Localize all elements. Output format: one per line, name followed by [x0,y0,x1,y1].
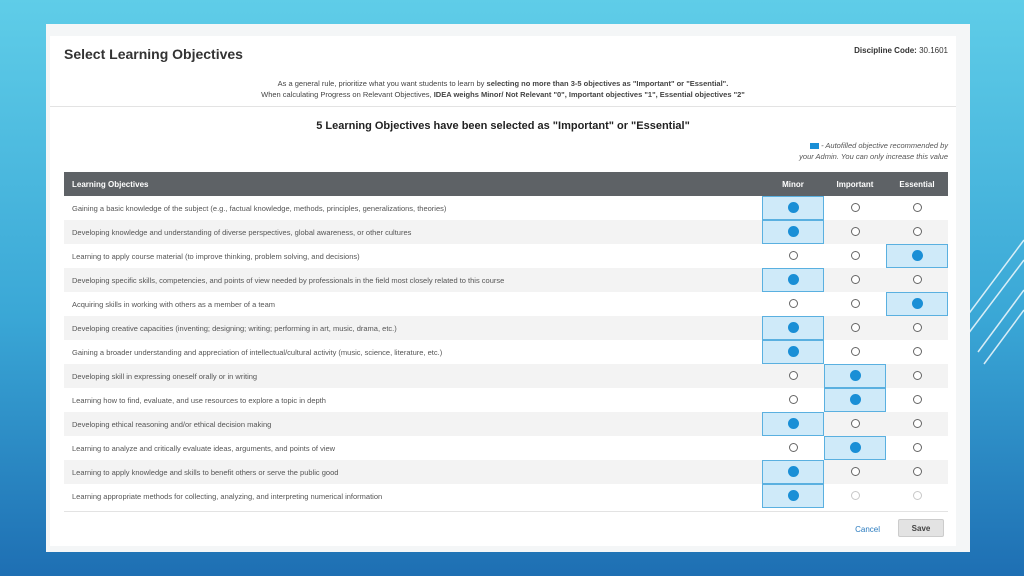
minor-cell [762,364,824,388]
important-cell [824,388,886,412]
essential-cell [886,268,948,292]
important-cell [824,412,886,436]
column-header-objective: Learning Objectives [64,172,762,196]
minor-cell [762,340,824,364]
important-cell [824,292,886,316]
minor-radio[interactable] [788,202,799,213]
essential-radio[interactable] [912,250,923,261]
minor-cell [762,196,824,220]
essential-radio[interactable] [912,298,923,309]
minor-cell [762,412,824,436]
important-radio[interactable] [851,419,860,428]
divider [50,106,956,107]
important-radio[interactable] [851,275,860,284]
essential-radio[interactable] [913,203,922,212]
important-cell [824,316,886,340]
objective-row [64,364,948,388]
objectives-dialog [50,36,956,546]
minor-radio[interactable] [788,490,799,501]
instruction-line1: As a general rule, prioritize what you want students to learn by [277,79,487,88]
important-radio[interactable] [851,467,860,476]
instruction-line1-bold: selecting no more than 3-5 objectives as "Important" or "Essential". [486,79,729,88]
objective-label: Developing specific skills, competencies, and points of view needed by professionals in the field most closely related to this course [64,268,762,292]
objective-row [64,244,948,268]
objective-row [64,484,948,508]
column-header-minor: Minor [762,172,824,196]
important-radio[interactable] [851,299,860,308]
essential-cell [886,196,948,220]
instruction-line2-bold: IDEA weighs Minor/ Not Relevant "0", Important objectives "1", Essential objectives "2" [433,90,745,99]
objective-label: Learning to apply course material (to improve thinking, problem solving, and decisions) [72,251,360,261]
important-cell [824,220,886,244]
cancel-button[interactable]: Cancel [855,525,880,534]
minor-radio[interactable] [789,371,798,380]
minor-cell [762,436,824,460]
minor-radio[interactable] [788,322,799,333]
essential-radio[interactable] [913,347,922,356]
essential-cell [886,340,948,364]
essential-cell [886,412,948,436]
essential-cell [886,388,948,412]
objective-row [64,196,948,220]
objective-label: Learning to analyze and critically evaluate ideas, arguments, and points of view [72,443,336,453]
objective-row [64,388,948,412]
objective-row [64,412,948,436]
objective-row [64,340,948,364]
important-radio[interactable] [851,251,860,260]
minor-cell [762,244,824,268]
important-radio[interactable] [851,203,860,212]
minor-cell [762,220,824,244]
essential-radio[interactable] [913,227,922,236]
save-button[interactable]: Save [898,519,944,537]
dialog-title: Select Learning Objectives [64,46,243,62]
minor-radio[interactable] [788,226,799,237]
essential-radio[interactable] [913,371,922,380]
footer-divider [64,511,948,512]
important-radio [851,491,860,500]
minor-radio[interactable] [788,346,799,357]
objective-row [64,436,948,460]
essential-radio[interactable] [913,395,922,404]
decorative-stripes [964,230,1024,390]
objective-row [64,316,948,340]
essential-radio[interactable] [913,275,922,284]
important-cell [824,364,886,388]
minor-radio[interactable] [789,251,798,260]
objectives-table [64,172,948,508]
legend-line2: your Admin. You can only increase this value [799,152,948,161]
discipline-label: Discipline Code: [854,46,917,55]
essential-radio[interactable] [913,443,922,452]
important-cell [824,244,886,268]
discipline-value: 30.1601 [919,46,948,55]
objective-row [64,292,948,316]
essential-cell [886,436,948,460]
essential-radio[interactable] [913,419,922,428]
essential-radio[interactable] [913,467,922,476]
minor-cell [762,292,824,316]
important-cell [824,460,886,484]
essential-cell [886,244,948,268]
important-cell [824,268,886,292]
minor-radio[interactable] [788,274,799,285]
important-radio[interactable] [851,347,860,356]
important-radio[interactable] [850,370,861,381]
essential-radio [913,491,922,500]
objective-label: Learning to apply knowledge and skills to benefit others or serve the public good [64,460,762,484]
important-radio[interactable] [851,227,860,236]
instruction-line2: When calculating Progress on Relevant Objectives, [261,90,434,99]
objective-label: Developing knowledge and understanding of diverse perspectives, global awareness, or other cultures [64,220,762,244]
minor-cell [762,316,824,340]
essential-cell [886,484,948,508]
minor-radio[interactable] [789,299,798,308]
minor-radio[interactable] [788,466,799,477]
instructions [50,78,956,100]
objective-label: Developing ethical reasoning and/or ethical decision making [64,412,762,436]
objective-label: Learning how to find, evaluate, and use resources to explore a topic in depth [72,395,326,405]
minor-cell [762,388,824,412]
column-header-essential: Essential [886,172,948,196]
minor-radio[interactable] [788,418,799,429]
objective-label: Developing creative capacities (inventing; designing; writing; performing in art, music, drama, etc.) [64,316,762,340]
important-cell [824,196,886,220]
minor-cell [762,268,824,292]
objective-label: Gaining a broader understanding and appreciation of intellectual/cultural activity (music, science, literature, etc.) [72,347,443,357]
essential-cell [886,220,948,244]
objective-label: Learning appropriate methods for collecting, analyzing, and interpreting numerical information [72,491,383,501]
important-cell [824,436,886,460]
objective-row [64,460,948,484]
minor-cell [762,484,824,508]
legend-line1: - Autofilled objective recommended by [821,141,948,150]
minor-radio[interactable] [789,395,798,404]
legend-swatch-icon [810,143,819,149]
essential-cell [886,316,948,340]
autofill-legend [778,140,948,162]
objective-label: Developing skill in expressing oneself orally or in writing [64,364,762,388]
essential-cell [886,364,948,388]
objective-row [64,220,948,244]
important-radio[interactable] [850,442,861,453]
important-cell [824,340,886,364]
objective-label: Gaining a basic knowledge of the subject (e.g., factual knowledge, methods, principles, generalizations, theories) [72,203,447,213]
minor-radio[interactable] [789,443,798,452]
objective-label: Acquiring skills in working with others as a member of a team [72,299,275,309]
essential-radio[interactable] [913,323,922,332]
column-header-important: Important [824,172,886,196]
minor-cell [762,460,824,484]
discipline-code [854,46,948,55]
essential-cell [886,292,948,316]
important-radio[interactable] [850,394,861,405]
essential-cell [886,460,948,484]
important-cell [824,484,886,508]
important-radio[interactable] [851,323,860,332]
objective-row [64,268,948,292]
selection-summary: 5 Learning Objectives have been selected as "Important" or "Essential" [316,120,690,132]
